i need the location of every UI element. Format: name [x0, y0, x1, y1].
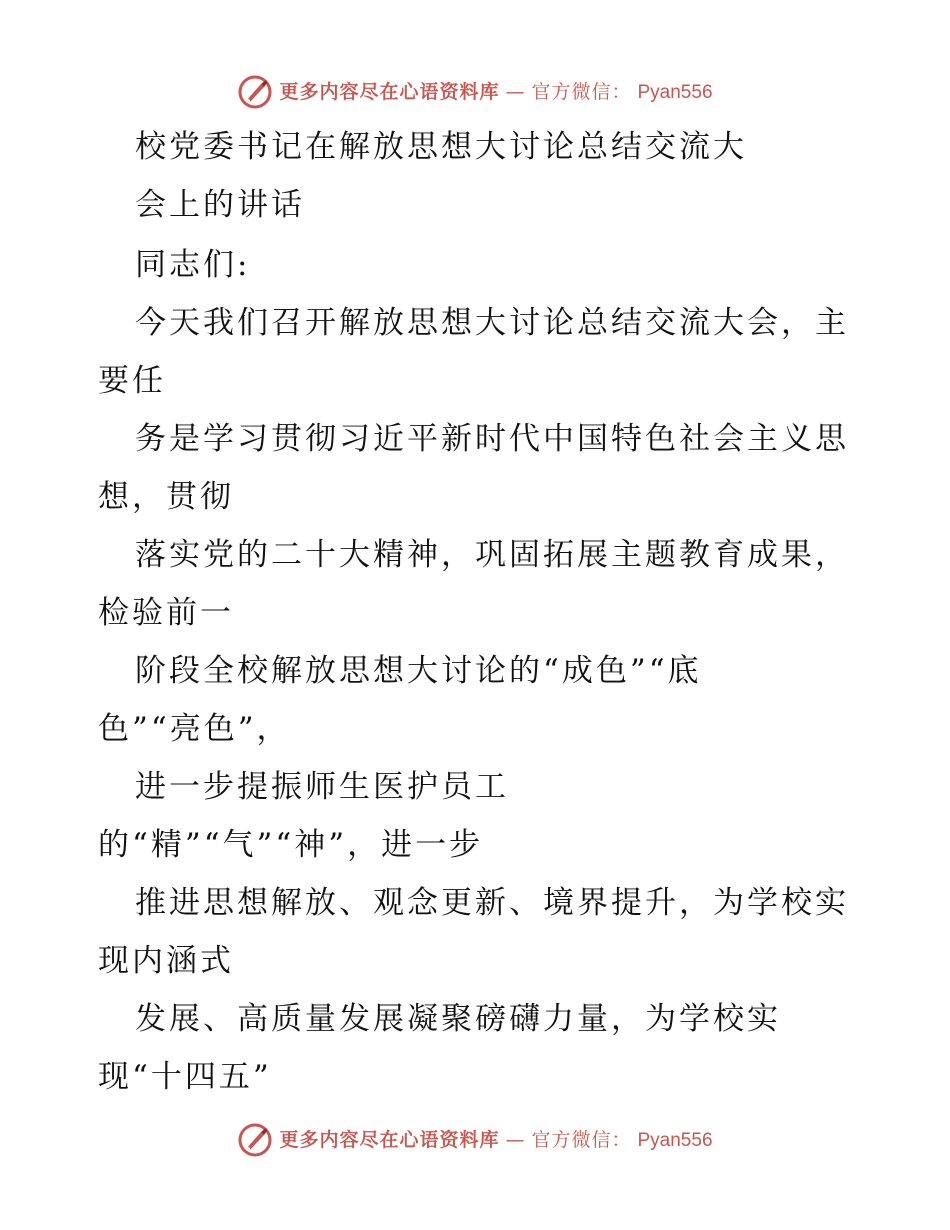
title-line-1: 校党委书记在解放思想大讨论总结交流大 — [135, 129, 747, 165]
header-banner — [0, 72, 950, 112]
banner-main-text: 更多内容尽在心语资料库 — [279, 80, 500, 103]
salutation-line: 同志们: — [135, 247, 251, 283]
paragraph-line: 要任 — [98, 363, 166, 399]
paragraph-line: 现内涵式 — [98, 943, 234, 979]
banner-dash: — — [505, 1128, 526, 1151]
paragraph-line: 的“精”“气”“神”，进一步 — [98, 827, 484, 863]
banner-dash: — — [505, 80, 526, 103]
paragraph-line: 今天我们召开解放思想大讨论总结交流大会，主 — [135, 305, 849, 341]
banner-wechat-id: Pyan556 — [637, 1129, 713, 1151]
paragraph-line: 色”“亮色”， — [98, 711, 291, 747]
banner-sub-text: 官方微信： — [531, 1128, 632, 1151]
paragraph-line: 发展、高质量发展凝聚磅礴力量，为学校实 — [135, 1001, 781, 1037]
paragraph-line: 检验前一 — [98, 595, 234, 631]
paragraph-line: 务是学习贯彻习近平新时代中国特色社会主义思 — [135, 421, 849, 457]
paragraph-line: 落实党的二十大精神，巩固拓展主题教育成果， — [135, 537, 849, 573]
banner-sub-text: 官方微信： — [531, 80, 632, 103]
quill-pen-circle-icon — [237, 1122, 273, 1158]
paragraph-line: 推进思想解放、观念更新、境界提升，为学校实 — [135, 885, 849, 921]
paragraph-line: 进一步提振师生医护员工 — [135, 769, 509, 805]
title-line-2: 会上的讲话 — [135, 187, 305, 223]
banner-main-text: 更多内容尽在心语资料库 — [279, 1128, 500, 1151]
paragraph-line: 现“十四五” — [98, 1059, 272, 1095]
footer-banner — [0, 1120, 950, 1160]
paragraph-line: 阶段全校解放思想大讨论的“成色”“底 — [135, 653, 702, 689]
quill-pen-circle-icon — [237, 74, 273, 110]
paragraph-line: 想，贯彻 — [98, 479, 234, 515]
banner-wechat-id: Pyan556 — [637, 81, 713, 103]
